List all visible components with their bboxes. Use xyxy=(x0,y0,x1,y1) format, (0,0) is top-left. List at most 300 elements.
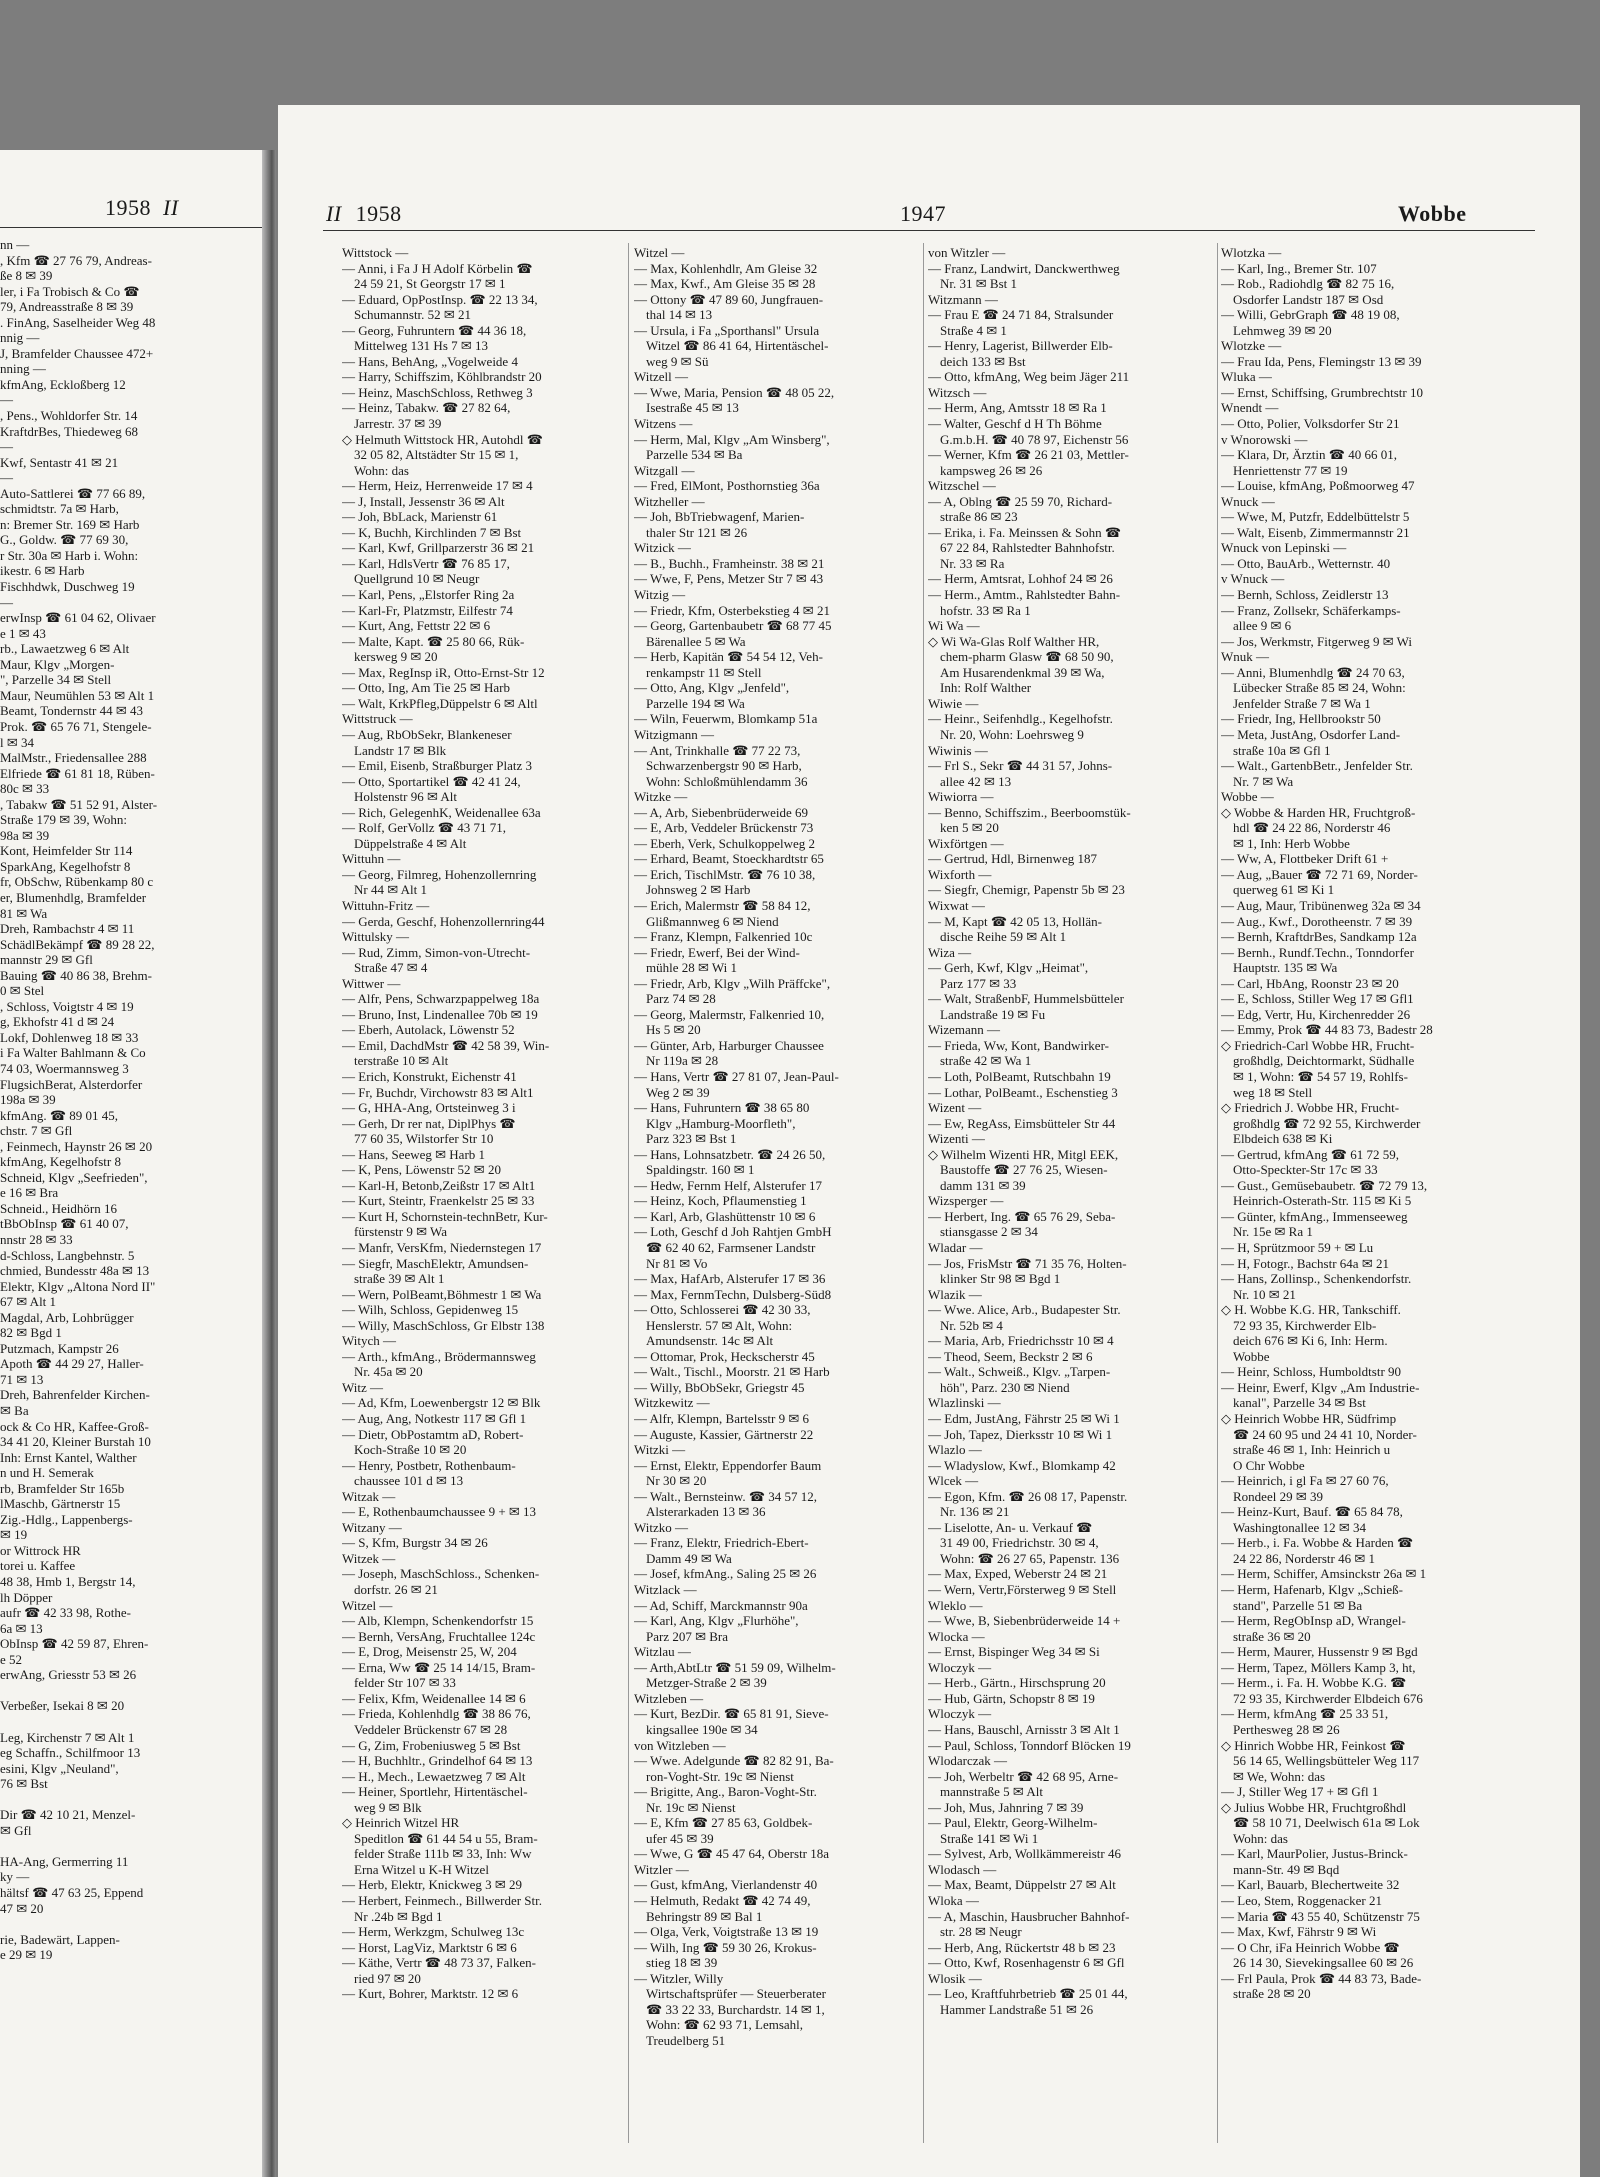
directory-entry-line: Landstr 17 ✉ Blk xyxy=(354,742,447,758)
directory-entry-line: Zig.-Hdlg., Lappenbergs- xyxy=(0,1511,133,1527)
directory-entry-line: Maur, Neumühlen 53 ✉ Alt 1 xyxy=(0,687,155,703)
directory-entry-line: terstraße 10 ✉ Alt xyxy=(354,1053,449,1069)
directory-entry-line: fürstenstr 9 ✉ Wa xyxy=(354,1224,448,1240)
directory-entry-line: — Kurt, BezDir. ☎ 65 81 91, Sieve- xyxy=(634,1706,829,1722)
directory-entry-line: KraftdrBes, Thiedeweg 68 xyxy=(0,423,139,439)
directory-entry-line: 82 ✉ Bgd 1 xyxy=(0,1325,62,1341)
directory-entry-line: Dreh, Bahrenfelder Kirchen- xyxy=(0,1387,150,1403)
directory-entry-line: kanal", Parzelle 34 ✉ Bst xyxy=(1233,1395,1366,1411)
surname-heading: Wladar — xyxy=(928,1240,983,1255)
surname-heading: Witzlau — xyxy=(634,1644,691,1660)
directory-entry-line: — xyxy=(0,439,13,455)
directory-entry-line: Metzger-Straße 2 ✉ 39 xyxy=(646,1675,767,1691)
directory-entry-line: — E, Kfm ☎ 27 85 63, Goldbek- xyxy=(634,1815,813,1831)
directory-entry-line: — Paul, Schloss, Tonndorf Blöcken 19 xyxy=(928,1737,1131,1753)
directory-entry-line: — Max, HafArb, Alsterufer 17 ✉ 36 xyxy=(634,1271,826,1287)
directory-entry-line: — J, Stiller Weg 17 + ✉ Gfl 1 xyxy=(1221,1784,1379,1800)
directory-entry-line: Hammer Landstraße 51 ✉ 26 xyxy=(940,2001,1094,2017)
directory-entry-line: Klgv „Hamburg-Moorfleth", xyxy=(646,1115,796,1131)
surname-heading: Witzheller — xyxy=(634,493,705,509)
directory-entry-line: ☎ 62 40 62, Farmsener Landstr xyxy=(646,1240,816,1255)
directory-entry-line: — Rich, GelegenhK, Weidenallee 63a xyxy=(342,804,541,820)
directory-entry-line: kersweg 9 ✉ 20 xyxy=(354,649,438,665)
directory-entry-line: — Henry, Postbetr, Rothenbaum- xyxy=(342,1457,516,1473)
directory-entry-line: großhdlg, Deichtormarkt, Südhalle xyxy=(1233,1053,1415,1069)
directory-entry-line: Magdal, Arb, Lohbrügger xyxy=(0,1309,134,1325)
left-header-rule xyxy=(0,227,262,228)
directory-entry-line: Speditlon ☎ 61 44 54 u 55, Bram- xyxy=(354,1830,538,1846)
directory-column-4 xyxy=(1221,245,1526,2002)
surname-heading: Witych — xyxy=(342,1333,396,1349)
directory-entry-line: , Pens., Wohldorfer Str. 14 xyxy=(0,408,138,424)
directory-entry-line: — Bernh, VersAng, Fruchtallee 124c xyxy=(342,1628,536,1644)
surname-heading: Wittwer — xyxy=(342,975,401,991)
right-page-header-left xyxy=(326,201,402,227)
directory-entry-line: MalMstr., Friedensallee 288 xyxy=(0,750,147,766)
directory-entry-line: Düppelstraße 4 ✉ Alt xyxy=(354,835,467,851)
directory-entry-line: — E, Rothenbaumchaussee 9 + ✉ 13 xyxy=(342,1504,537,1520)
directory-entry-line: — Max, Exped, Weberstr 24 ✉ 21 xyxy=(928,1566,1108,1582)
surname-heading: Wizent — xyxy=(928,1100,982,1116)
directory-entry-line: — Gust., Gemüsebaubetr. ☎ 72 79 13, xyxy=(1221,1177,1428,1193)
left-page-number: 1958 xyxy=(105,195,151,220)
directory-entry-line: Treudelberg 51 xyxy=(646,2032,726,2048)
directory-entry-line: ufer 45 ✉ 39 xyxy=(646,1830,714,1846)
directory-entry-line: — Wwe. Alice, Arb., Budapester Str. xyxy=(928,1302,1121,1318)
directory-entry-line: Schumannstr. 52 ✉ 21 xyxy=(354,307,472,323)
surname-heading: Wiwinis — xyxy=(928,742,988,758)
directory-entry-line: — Frau Ida, Pens, Flemingstr 13 ✉ 39 xyxy=(1221,353,1422,369)
directory-entry-line: — Herbert, Feinmech., Billwerder Str. xyxy=(342,1892,543,1908)
directory-entry-line: Nr. 10 ✉ 21 xyxy=(1233,1286,1296,1302)
directory-entry-line: — Emil, DachdMstr ☎ 42 58 39, Win- xyxy=(342,1037,550,1053)
directory-entry-line: — Wilh, Ing ☎ 59 30 26, Krokus- xyxy=(634,1939,817,1955)
directory-entry-line: Wohn: Schloßmühlendamm 36 xyxy=(646,773,808,789)
directory-entry-line: — Josef, kfmAng., Saling 25 ✉ 26 xyxy=(634,1566,817,1582)
directory-entry-line: weg 9 ✉ Blk xyxy=(354,1799,422,1815)
directory-entry-line: — Leo, Stem, Roggenacker 21 xyxy=(1221,1892,1383,1908)
directory-entry-line: felder Str 107 ✉ 33 xyxy=(354,1675,456,1691)
directory-entry-line: — Ernst, Bispinger Weg 34 ✉ Si xyxy=(928,1644,1100,1660)
directory-entry-line: hältsf ☎ 47 63 25, Eppend xyxy=(0,1884,144,1900)
directory-entry-line: — Jos, Werkmstr, Fitgerweg 9 ✉ Wi xyxy=(1221,633,1413,649)
directory-entry-line: — Georg, Gartenbaubetr ☎ 68 77 45 xyxy=(634,618,832,634)
directory-entry-line: e 16 ✉ Bra xyxy=(0,1185,59,1201)
directory-entry-line: Straße 141 ✉ Wi 1 xyxy=(940,1830,1039,1846)
directory-entry-line: höh", Parz. 230 ✉ Niend xyxy=(940,1379,1070,1395)
right-page-year: 1958 xyxy=(355,201,402,226)
directory-entry-line: Inh: Rolf Walther xyxy=(940,680,1032,696)
surname-heading: v Wnuck — xyxy=(1221,571,1285,587)
directory-entry-line: — Walter, Geschf d H Th Böhme xyxy=(928,416,1102,432)
directory-entry-line: Nr. 7 ✉ Wa xyxy=(1233,773,1294,789)
directory-entry-line: — Willi, GebrGraph ☎ 48 19 08, xyxy=(1221,307,1400,323)
surname-heading: Wlcek — xyxy=(928,1473,979,1489)
directory-entry-line: r Str. 30a ✉ Harb i. Wohn: xyxy=(0,547,139,563)
surname-heading: Wlodasch — xyxy=(928,1861,997,1877)
directory-entry-line xyxy=(0,1838,258,1854)
directory-entry-line: , Schloss, Voigtstr 4 ✉ 19 xyxy=(0,998,134,1014)
directory-entry-line: Nr .24b ✉ Bgd 1 xyxy=(354,1908,443,1924)
directory-entry-line: fr, ObSchw, Rübenkamp 80 c xyxy=(0,874,154,890)
directory-entry-line: chstr. 7 ✉ Gfl xyxy=(0,1123,73,1139)
directory-entry-line: kfmAng, Kegelhofstr 8 xyxy=(0,1154,121,1170)
surname-heading: nnig — xyxy=(0,330,40,346)
directory-entry-line: deich 676 ✉ Ki 6, Inh: Herm. xyxy=(1233,1333,1388,1349)
directory-entry-line: — Ew, RegAss, Eimsbütteler Str 44 xyxy=(928,1115,1116,1131)
directory-entry-line: 76 ✉ Bst xyxy=(0,1776,48,1792)
directory-entry-line: ock & Co HR, Kaffee-Groß- xyxy=(0,1418,149,1434)
directory-entry-line: Elektr, Klgv „Altona Nord II" xyxy=(0,1278,156,1294)
directory-entry-line: — Ad, Kfm, Loewenbergstr 12 ✉ Blk xyxy=(342,1395,541,1411)
directory-entry-line: e 1 ✉ 43 xyxy=(0,625,46,641)
directory-entry-line: — Hedw, Fernm Helf, Alsterufer 17 xyxy=(634,1177,822,1193)
directory-entry-line: — Joseph, MaschSchloss., Schenken- xyxy=(342,1566,540,1582)
surname-heading: Witzleben — xyxy=(634,1690,704,1706)
surname-heading: Witzell — xyxy=(634,369,688,385)
directory-entry-line: — Hub, Gärtn, Schopstr 8 ✉ 19 xyxy=(928,1690,1095,1706)
directory-entry-line: — Erhard, Beamt, Stoeckhardtstr 65 xyxy=(634,851,824,867)
directory-entry-line: Nr. 45a ✉ 20 xyxy=(354,1364,423,1380)
directory-entry-line: Rondeel 29 ✉ 39 xyxy=(1233,1488,1323,1504)
directory-entry-line: — E, Arb, Veddeler Brückenstr 73 xyxy=(634,820,814,836)
directory-entry-line: 198a ✉ 39 xyxy=(0,1092,56,1108)
directory-entry-line: G.m.b.H. ☎ 40 78 97, Eichenstr 56 xyxy=(940,431,1129,447)
directory-entry-line: n: Bremer Str. 169 ✉ Harb xyxy=(0,516,140,532)
directory-entry-line: Nr 44 ✉ Alt 1 xyxy=(354,882,428,898)
directory-entry-line: Holstenstr 96 ✉ Alt xyxy=(354,789,457,805)
directory-entry-line: — Heinz, Tabakw. ☎ 27 82 64, xyxy=(342,400,511,416)
directory-entry-line: — Heinz, Koch, Pflaumenstieg 1 xyxy=(634,1193,807,1209)
directory-entry-line: — Loth, Geschf d Joh Rahtjen GmbH xyxy=(634,1224,832,1240)
directory-entry-line: — Aug, „Bauer ☎ 72 71 69, Norder- xyxy=(1221,866,1418,882)
directory-entry-line: chaussee 101 d ✉ 13 xyxy=(354,1473,464,1489)
directory-entry-line: — Gertrud, Hdl, Birnenweg 187 xyxy=(928,851,1097,867)
surname-heading: Wittulsky — xyxy=(342,929,410,945)
surname-heading: Wiza — xyxy=(928,944,972,960)
directory-entry-line: torei u. Kaffee xyxy=(0,1558,76,1574)
directory-entry-line: ron-Voght-Str. 19c ✉ Nienst xyxy=(646,1768,794,1784)
directory-entry-line: Mittelweg 131 Hs 7 ✉ 13 xyxy=(354,338,489,354)
directory-entry-line: — Karl, Ing., Bremer Str. 107 xyxy=(1221,260,1377,276)
surname-heading: Wnuk — xyxy=(1221,649,1270,665)
directory-entry-line: dorfstr. 26 ✉ 21 xyxy=(354,1582,438,1598)
directory-entry-line: rb, Bramfelder Str 165b xyxy=(0,1480,125,1496)
directory-entry-line: — Frau E ☎ 24 71 84, Stralsunder xyxy=(928,307,1114,323)
surname-heading: Witzak — xyxy=(342,1488,396,1504)
directory-entry-line: 72 93 35, Kirchwerder Elb- xyxy=(1233,1317,1377,1333)
directory-entry-line: — Wwe. Adelgunde ☎ 82 82 91, Ba- xyxy=(634,1753,834,1769)
directory-entry-line: Maur, Klgv „Morgen- xyxy=(0,656,115,672)
directory-entry-line xyxy=(0,1683,258,1699)
directory-entry-line: — Gerh, Kwf, Klgv „Heimat", xyxy=(928,960,1089,976)
directory-entry-line: Spaldingstr. 160 ✉ 1 xyxy=(646,1162,755,1178)
directory-entry-line: — Aug., Kwf., Dorotheenstr. 7 ✉ 39 xyxy=(1221,913,1413,929)
directory-entry-line: — S, Kfm, Burgstr 34 ✉ 26 xyxy=(342,1535,488,1551)
directory-entry-line: ◇ Hinrich Wobbe HR, Feinkost ☎ xyxy=(1221,1737,1406,1753)
directory-entry-line: — Frl S., Sekr ☎ 44 31 57, Johns- xyxy=(928,758,1113,774)
directory-entry-line: rie, Badewärt, Lappen- xyxy=(0,1931,120,1947)
directory-entry-line: — Olga, Verk, Voigtstraße 13 ✉ 19 xyxy=(634,1924,819,1940)
directory-entry-line: Putzmach, Kampstr 26 xyxy=(0,1340,119,1356)
surname-heading: Witzlack — xyxy=(634,1582,697,1598)
directory-entry-line: — A, Maschin, Hausbrucher Bahnhof- xyxy=(928,1908,1130,1924)
surname-heading: Wlazik — xyxy=(928,1286,982,1302)
directory-entry-line: — Herm, Amtsrat, Lohhof 24 ✉ 26 xyxy=(928,571,1113,587)
directory-entry-line: — K, Buchh, Kirchlinden 7 ✉ Bst xyxy=(342,524,522,540)
directory-entry-line: Elfriede ☎ 61 81 18, Rüben- xyxy=(0,765,155,781)
directory-entry-line: straße 39 ✉ Alt 1 xyxy=(354,1271,445,1287)
directory-entry-line: Nr 81 ✉ Vo xyxy=(646,1255,708,1271)
directory-entry-line: — Emil, Eisenb, Straßburger Platz 3 xyxy=(342,758,533,774)
directory-entry-line: Am Husarendenkmal 39 ✉ Wa, xyxy=(940,664,1105,680)
directory-entry-line: 0 ✉ Stel xyxy=(0,983,45,999)
directory-entry-line: straße 36 ✉ 20 xyxy=(1233,1628,1311,1644)
directory-entry-line: — Ernst, Schiffsing, Grumbrechtstr 10 xyxy=(1221,384,1423,400)
directory-entry-line: ☎ 24 60 95 und 24 41 10, Norder- xyxy=(1233,1426,1417,1442)
directory-entry-line: J, Bramfelder Chaussee 472+ xyxy=(0,345,154,361)
directory-entry-line: straße 86 ✉ 23 xyxy=(940,509,1018,525)
directory-entry-line: — Walt., GartenbBetr., Jenfelder Str. xyxy=(1221,758,1413,774)
directory-entry-line: — Franz, Zollsekr, Schäferkamps- xyxy=(1221,602,1401,618)
directory-entry-line: Landstraße 19 ✉ Fu xyxy=(940,1006,1046,1022)
directory-entry-line: — Ww, A, Flottbeker Drift 61 + xyxy=(1221,851,1389,867)
directory-entry-line: Nr. 15e ✉ Ra 1 xyxy=(1233,1224,1313,1240)
surname-heading: Wlosik — xyxy=(928,1970,982,1986)
directory-entry-line: — Theod, Seem, Beckstr 2 ✉ 6 xyxy=(928,1348,1093,1364)
directory-entry-line: — Auguste, Kassier, Gärtnerstr 22 xyxy=(634,1426,814,1442)
directory-entry-line: — Herb., Gärtn., Hirschsprung 20 xyxy=(928,1675,1106,1691)
directory-column-2 xyxy=(634,245,936,2048)
book-gutter xyxy=(262,150,276,2177)
surname-heading: Wluka — xyxy=(1221,369,1272,385)
directory-entry-line: — Max, Kohlenhdlr, Am Gleise 32 xyxy=(634,260,818,276)
directory-entry-line: — Joh, BbTriebwagenf, Marien- xyxy=(634,509,805,525)
surname-heading: Wittuhn — xyxy=(342,851,401,867)
directory-entry-line: — Harry, Schiffszim, Köhlbrandstr 20 xyxy=(342,369,542,385)
directory-entry-line: — Max, Kwf, Fährstr 9 ✉ Wi xyxy=(1221,1924,1377,1940)
directory-entry-line: Bauing ☎ 40 86 38, Brehm- xyxy=(0,967,152,983)
directory-entry-line: Parz 177 ✉ 33 xyxy=(940,975,1017,991)
directory-entry-line: weg 9 ✉ Sü xyxy=(646,353,709,369)
directory-entry-line: — Georg, Filmreg, Hohenzollernring xyxy=(342,866,537,882)
directory-entry-line: chmied, Bundesstr 48a ✉ 13 xyxy=(0,1263,150,1279)
directory-entry-line: ", Parzelle 34 ✉ Stell xyxy=(0,672,112,688)
directory-entry-line: — Herm, Hafenarb, Klgv „Schieß- xyxy=(1221,1582,1403,1598)
directory-entry-line: — Joh, Mus, Jahnring 7 ✉ 39 xyxy=(928,1799,1084,1815)
directory-entry-line: — Loth, PolBeamt, Rutschbahn 19 xyxy=(928,1068,1111,1084)
directory-entry-line: SparkAng, Kegelhofstr 8 xyxy=(0,858,131,874)
directory-entry-line: — Aug, RbObSekr, Blankeneser xyxy=(342,726,512,742)
directory-entry-line: — Lothar, PolBeamt., Eschenstieg 3 xyxy=(928,1084,1118,1100)
directory-entry-line: — Arth., kfmAng., Brödermannsweg xyxy=(342,1348,536,1364)
directory-entry-line: ße 8 ✉ 39 xyxy=(0,268,53,284)
directory-entry-line: — Anni, i Fa J H Adolf Körbelin ☎ xyxy=(342,260,533,276)
directory-entry-line: Fischhdwk, Duschweg 19 xyxy=(0,579,135,595)
directory-entry-line: — Otto, Ang, Klgv „Jenfeld", xyxy=(634,680,790,696)
directory-entry-line: Schneid, Klgv „Seefrieden", xyxy=(0,1169,148,1185)
running-title: Wobbe xyxy=(1398,201,1467,226)
surname-heading: Witzany — xyxy=(342,1519,402,1535)
directory-entry-line: — Walt., Schweiß., Klgv. „Tarpen- xyxy=(928,1364,1111,1380)
directory-entry-line: Baustoffe ☎ 27 76 25, Wiesen- xyxy=(940,1162,1108,1178)
directory-entry-line: Straße 47 ✉ 4 xyxy=(354,960,428,976)
directory-entry-line: ✉ 19 xyxy=(0,1527,28,1543)
directory-entry-line: — Karl, Bauarb, Blechertweite 32 xyxy=(1221,1877,1400,1893)
column-divider-1 xyxy=(628,243,629,2143)
directory-entry-line xyxy=(0,1792,258,1808)
directory-entry-line: mann-Str. 49 ✉ Bqd xyxy=(1233,1861,1340,1877)
directory-entry-line: lh Döpper xyxy=(0,1589,53,1605)
directory-entry-line: — Maria ☎ 43 55 40, Schützenstr 75 xyxy=(1221,1908,1420,1924)
directory-entry-line: deich 133 ✉ Bst xyxy=(940,353,1026,369)
directory-entry-line: — Käthe, Vertr ☎ 48 73 37, Falken- xyxy=(342,1955,536,1971)
directory-entry-line: — Meta, JustAng, Osdorfer Land- xyxy=(1221,726,1401,742)
directory-entry-line: , Kfm ☎ 27 76 79, Andreas- xyxy=(0,252,152,268)
directory-entry-line: ◇ Julius Wobbe HR, Fruchtgroßhdl xyxy=(1221,1799,1407,1815)
directory-entry-line: — Herbert, Ing. ☎ 65 76 29, Seba- xyxy=(928,1208,1116,1224)
directory-entry-line: — Friedr, Kfm, Osterbekstieg 4 ✉ 21 xyxy=(634,602,830,618)
directory-entry-line: — Paul, Elektr, Georg-Wilhelm- xyxy=(928,1815,1098,1831)
directory-entry-line: tBbObInsp ☎ 61 40 07, xyxy=(0,1216,129,1232)
directory-entry-line: 72 93 35, Kirchwerder Elbdeich 676 xyxy=(1233,1690,1423,1706)
surname-heading: Wleklo — xyxy=(928,1597,983,1613)
directory-entry-line: — Wwe, Maria, Pension ☎ 48 05 22, xyxy=(634,384,835,400)
directory-entry-line: Wirtschaftsprüfer — Steuerberater xyxy=(646,1986,826,2002)
left-page-header xyxy=(105,195,179,221)
directory-entry-line: Nr. 19c ✉ Nienst xyxy=(646,1799,736,1815)
directory-entry-line: — Dietr, ObPostamtm aD, Robert- xyxy=(342,1426,524,1442)
surname-heading: Wixwat — xyxy=(928,897,985,913)
surname-heading: Wloczyk — xyxy=(928,1706,992,1722)
surname-heading: Witzick — xyxy=(634,540,691,556)
right-page xyxy=(278,105,1580,2177)
directory-entry-line: Alsterarkaden 13 ✉ 36 xyxy=(646,1504,766,1520)
directory-entry-line: — Eberh, Autolack, Löwenstr 52 xyxy=(342,1022,515,1038)
directory-entry-line: Bärenallee 5 ✉ Wa xyxy=(646,633,746,649)
directory-entry-line: eg Schaffn., Schilfmoor 13 xyxy=(0,1745,141,1761)
directory-entry-line: Nr. 136 ✉ 21 xyxy=(940,1504,1010,1520)
directory-entry-line: großhdlg ☎ 72 92 55, Kirchwerder xyxy=(1233,1115,1421,1131)
directory-entry-line: weg 18 ✉ Stell xyxy=(1233,1084,1313,1100)
surname-heading: Wlotzke — xyxy=(1221,338,1282,354)
directory-entry-line: — Carl, HbAng, Roonstr 23 ✉ 20 xyxy=(1221,975,1399,991)
directory-entry-line: SchädlBekämpf ☎ 89 28 22, xyxy=(0,936,155,952)
directory-entry-line: Wobbe xyxy=(1233,1348,1270,1364)
directory-entry-line: Erna Witzel u K-H Witzel xyxy=(354,1861,489,1877)
directory-entry-line: — Leo, Kraftfuhrbetrieb ☎ 25 01 44, xyxy=(928,1986,1128,2002)
directory-entry-line: ◇ Helmuth Wittstock HR, Autohdl ☎ xyxy=(342,431,543,447)
directory-entry-line: — Eduard, OpPostInsp. ☎ 22 13 34, xyxy=(342,291,538,307)
surname-heading: Witzsch — xyxy=(928,384,987,400)
directory-entry-line: HA-Ang, Germerring 11 xyxy=(0,1853,129,1869)
directory-entry-line: Wohn: das xyxy=(354,462,409,478)
directory-entry-line: — Herm, Werkzgm, Schulweg 13c xyxy=(342,1924,525,1940)
surname-heading: Witz — xyxy=(342,1379,383,1395)
directory-entry-line: felder Straße 111b ✉ 33, Inh: Ww xyxy=(354,1846,532,1862)
surname-heading: Wloczyk — xyxy=(928,1659,992,1675)
directory-entry-line: 80c ✉ 33 xyxy=(0,781,50,797)
directory-entry-line: Nr. 33 ✉ Ra xyxy=(940,555,1005,571)
directory-entry-line: — Otto, Schlosserei ☎ 42 30 33, xyxy=(634,1302,811,1318)
directory-entry-line: — A, Arb, Siebenbrüderweide 69 xyxy=(634,804,809,820)
directory-entry-line: thaler Str 121 ✉ 26 xyxy=(646,524,748,540)
directory-entry-line: nnstr 28 ✉ 33 xyxy=(0,1232,73,1247)
directory-entry-line: — Malte, Kapt. ☎ 25 80 66, Rük- xyxy=(342,633,525,649)
directory-entry-line: Nr. 31 ✉ Bst 1 xyxy=(940,276,1017,292)
surname-heading: v Wnorowski — xyxy=(1221,431,1308,447)
right-page-number: 1947 xyxy=(900,201,946,226)
surname-heading: Witzmann — xyxy=(928,291,998,307)
directory-entry-line: — M, Kapt ☎ 42 05 13, Hollän- xyxy=(928,913,1102,929)
directory-entry-line: Weg 2 ✉ 39 xyxy=(646,1084,710,1100)
surname-heading: von Witzleben — xyxy=(634,1737,726,1753)
directory-entry-line: — Erich, TischlMstr. ☎ 76 10 38, xyxy=(634,866,816,882)
directory-entry-line: — Otto, BauArb., Wetternstr. 40 xyxy=(1221,555,1391,571)
directory-entry-line: schmidtstr. 7a ✉ Harb, xyxy=(0,501,119,517)
directory-entry-line: Behringstr 89 ✉ Bal 1 xyxy=(646,1908,763,1924)
directory-entry-line: — Herm, Maurer, Hussenstr 9 ✉ Bgd xyxy=(1221,1644,1418,1660)
directory-entry-line: Nr 30 ✉ 20 xyxy=(646,1473,707,1489)
directory-entry-line: — Frl Paula, Prok ☎ 44 83 73, Bade- xyxy=(1221,1970,1422,1986)
directory-entry-line: — Alfr, Pens, Schwarzpappelweg 18a xyxy=(342,991,540,1007)
directory-entry-line: chem-pharm Glasw ☎ 68 50 90, xyxy=(940,649,1114,665)
directory-entry-line: — Otto, Polier, Volksdorfer Str 21 xyxy=(1221,416,1400,432)
directory-entry-line: Schwarzenbergstr 90 ✉ Harb, xyxy=(646,758,802,774)
directory-entry-line: — Edg, Vertr, Hu, Kirchenredder 26 xyxy=(1221,1006,1411,1022)
directory-entry-line: — Bernh, Schloss, Zeidlerstr 13 xyxy=(1221,587,1389,603)
directory-entry-line: — Walt., Bernsteinw. ☎ 34 57 12, xyxy=(634,1488,818,1504)
directory-entry-line xyxy=(0,1714,258,1730)
directory-entry-line: — Alb, Klempn, Schenkendorfstr 15 xyxy=(342,1613,534,1629)
directory-entry-line: — Günter, Arb, Harburger Chaussee xyxy=(634,1037,824,1053)
directory-entry-line: — Erika, i. Fa. Meinssen & Sohn ☎ xyxy=(928,524,1122,540)
directory-entry-line: — Georg, Malermstr, Falkenried 10, xyxy=(634,1006,825,1022)
surname-heading: Witzschel — xyxy=(928,478,996,494)
directory-entry-line: Amundsenstr. 14c ✉ Alt xyxy=(646,1333,774,1349)
directory-entry-line: i Fa Walter Bahlmann & Co xyxy=(0,1045,146,1061)
directory-entry-line: — Gerh, Dr rer nat, DiplPhys ☎ xyxy=(342,1115,516,1131)
surname-heading: nn — xyxy=(0,237,30,252)
directory-entry-line: allee 42 ✉ 13 xyxy=(940,773,1012,789)
left-page-column xyxy=(0,237,258,1963)
directory-entry-line: — Werner, Kfm ☎ 26 21 03, Mettler- xyxy=(928,447,1129,463)
directory-entry-line: — Willy, MaschSchloss, Gr Elbstr 138 xyxy=(342,1317,545,1333)
directory-entry-line: — Edm, JustAng, Fährstr 25 ✉ Wi 1 xyxy=(928,1411,1120,1427)
directory-entry-line: 6a ✉ 13 xyxy=(0,1620,43,1636)
directory-entry-line: e 52 xyxy=(0,1651,23,1667)
directory-entry-line: Damm 49 ✉ Wa xyxy=(646,1550,732,1566)
directory-entry-line: dische Reihe 59 ✉ Alt 1 xyxy=(940,929,1067,945)
directory-entry-line: — Heinr, Ewerf, Klgv „Am Industrie- xyxy=(1221,1379,1420,1395)
directory-entry-line: ✉ 1, Inh: Herb Wobbe xyxy=(1233,835,1350,851)
directory-entry-line: esini, Klgv „Neuland", xyxy=(0,1760,119,1776)
directory-entry-line: 32 05 82, Altstädter Str 15 ✉ 1, xyxy=(354,447,519,463)
directory-entry-line: — Rob., Radiohdlg ☎ 82 75 16, xyxy=(1221,276,1395,292)
surname-heading: Wizenti — xyxy=(928,1131,985,1147)
directory-entry-line: — Kurt, Bohrer, Marktstr. 12 ✉ 6 xyxy=(342,1986,519,2002)
directory-entry-line: Osdorfer Landstr 187 ✉ Osd xyxy=(1233,291,1384,307)
directory-entry-line: — Bernh, KraftdrBes, Sandkamp 12a xyxy=(1221,929,1417,945)
right-page-edition: II xyxy=(326,201,342,226)
directory-entry-line: Lehmweg 39 ✉ 20 xyxy=(1233,322,1332,338)
directory-entry-line: — Egon, Kfm. ☎ 26 08 17, Papenstr. xyxy=(928,1488,1128,1504)
surname-heading: Witzens — xyxy=(634,416,693,432)
directory-entry-line: ◇ Heinrich Wobbe HR, Südfrimp xyxy=(1221,1411,1397,1427)
directory-entry-line: — Jos, FrisMstr ☎ 71 35 76, Holten- xyxy=(928,1255,1127,1271)
directory-entry-line: — Herb, Kapitän ☎ 54 54 12, Veh- xyxy=(634,649,823,665)
directory-entry-line: — Heiner, Sportlehr, Hirtentäschel- xyxy=(342,1784,528,1800)
